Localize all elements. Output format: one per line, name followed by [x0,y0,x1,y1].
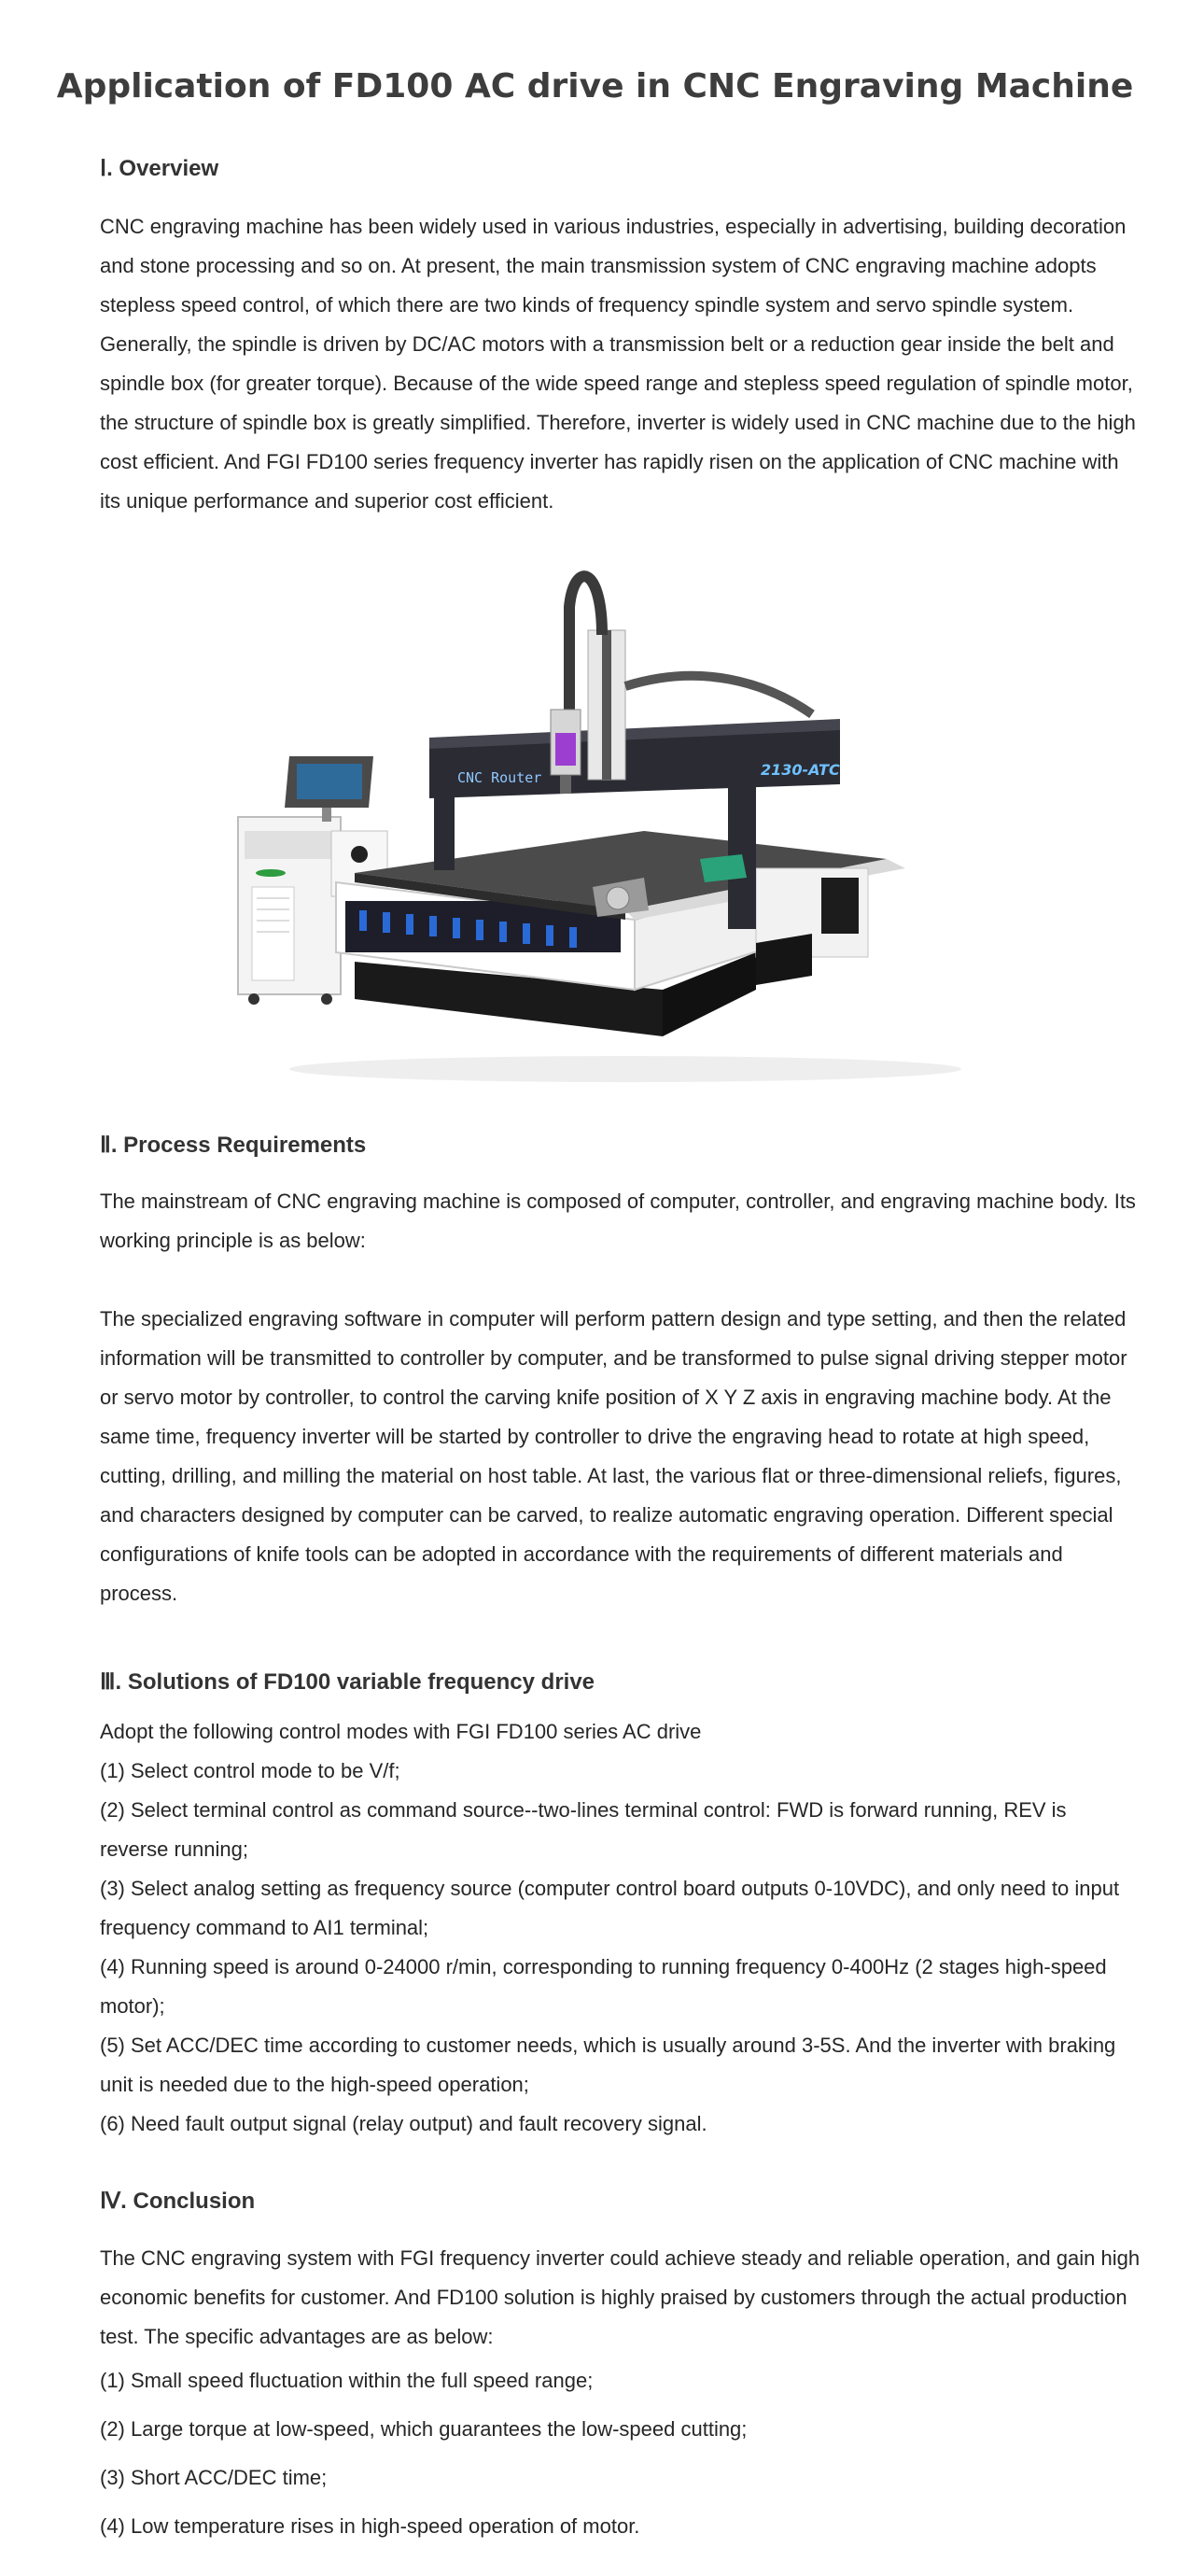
section-heading-process: Ⅱ. Process Requirements [100,1133,367,1158]
solutions-intro: Adopt the following control modes with FGI FD100 series AC drive [100,1720,702,1743]
model-label: 2130-ATC [761,761,840,779]
list-item: (5) Set ACC/DEC time according to customer needs, which is usually around 3-5S. And the inverter with braking unit is needed due to the high-speed operation; [100,2034,1116,2096]
list-item: (2) Large torque at low-speed, which guarantees the low-speed cutting; [100,2417,748,2441]
list-item: (2) Select terminal control as command source--two-lines terminal control: FWD is forward running, REV is reverse running; [100,1798,1067,1861]
list-item: (3) Short ACC/DEC time; [100,2466,328,2489]
section-heading-solutions: Ⅲ. Solutions of FD100 variable frequency drive [100,1669,595,1695]
cnc-router-machine-image [233,551,961,1092]
process-paragraph-2: The specialized engraving software in computer will perform pattern design and type setting, and then the related information will be transmitted to controller by computer, and be transformed to pulse signal driving stepper motor or servo motor by controller, to control the carving knife position of X Y Z axis in engraving machine body. At the same time, frequency inverter will be started by controller to drive the engraving head to rotate at high speed, cutting, drilling, and milling the material on host table. At last, the various flat or three-dimensional reliefs, figures, and characters designed by computer can be carved, to realize automatic engraving operation. Different special configurations of knife tools can be adopted in accordance with the requirements of different materials and process. [100,1307,1127,1605]
conclusion-paragraph: The CNC engraving system with FGI frequency inverter could achieve steady and reliable operation, and gain high economic benefits for customer. And FD100 solution is highly praised by customers through the actual production test. The specific advantages are as below: [100,2246,1141,2348]
list-item: (1) Select control mode to be V/f; [100,1759,400,1782]
list-item: (4) Running speed is around 0-24000 r/min, corresponding to running frequency 0-400Hz (2 stages high-speed motor); [100,1955,1107,2018]
overview-paragraph: CNC engraving machine has been widely used in various industries, especially in advertising, building decoration and stone processing and so on. At present, the main transmission system of CNC engraving machine adopts stepless speed control, of which there are two kinds of frequency spindle system and servo spindle system. Generally, the spindle is driven by DC/AC motors with a transmission belt or a reduction gear inside the belt and spindle box (for greater torque). Because of the wide speed range and stepless speed regulation of spindle motor, the structure of spindle box is greatly simplified. Therefore, inverter is widely used in CNC machine due to the high cost efficient. And FGI FD100 series frequency inverter has rapidly risen on the application of CNC machine with its unique performance and superior cost efficient. [100,215,1136,513]
list-item: (1) Small speed fluctuation within the full speed range; [100,2369,594,2392]
list-item: (3) Select analog setting as frequency source (computer control board outputs 0-10VDC), and only need to input frequency command to AI1 terminal; [100,1877,1120,1939]
section-heading-overview: Ⅰ. Overview [100,156,219,181]
page-title: Application of FD100 AC drive in CNC Engraving Machine [56,67,1134,106]
list-item: (4) Low temperature rises in high-speed operation of motor. [100,2514,640,2538]
list-item: (6) Need fault output signal (relay output) and fault recovery signal. [100,2112,707,2135]
gantry-label: CNC Router [457,769,542,786]
process-paragraph-1: The mainstream of CNC engraving machine is composed of computer, controller, and engraving machine body. Its working principle is as below: [100,1189,1136,1252]
section-heading-conclusion: Ⅳ. Conclusion [100,2189,256,2214]
